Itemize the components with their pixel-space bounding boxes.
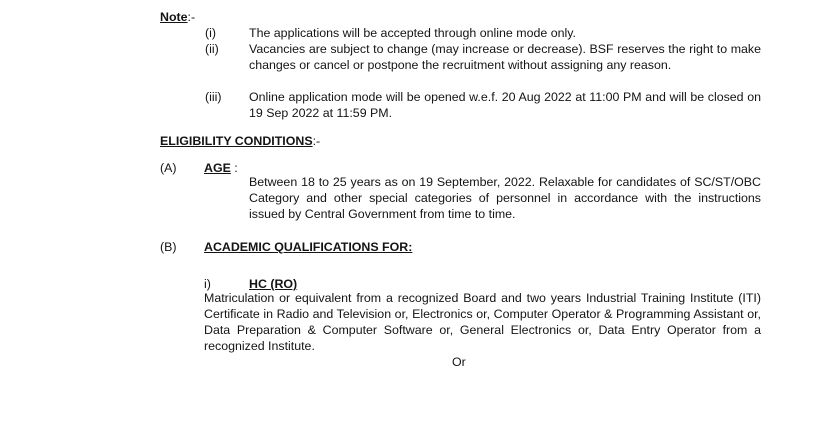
note-heading-line bbox=[160, 9, 195, 25]
hc-ro-marker: i) bbox=[204, 277, 211, 291]
age-heading-line bbox=[204, 160, 238, 176]
note-item-3-text: Online application mode will be opened w.e.f. 20 Aug 2022 at 11:00 PM and will be closed on 19 Sep 2022 at 11:59 PM. bbox=[249, 90, 761, 120]
hc-ro-text: Matriculation or equivalent from a recognized Board and two years Industrial Training Institute (ITI) Certificate in Radio and Television or, Electronics or, Computer Operator & Programming Assistant or, Data Preparation & Computer Software or, General Electronics or, Data Entry Operator from a recognized Institute. bbox=[204, 291, 761, 353]
age-text: Between 18 to 25 years as on 19 September, 2022. Relaxable for candidates of SC/ST/OBC Category and other special categories of personnel in accordance with the instructions issued by Central Government from time to time. bbox=[249, 175, 761, 221]
note-item-1-text: The applications will be accepted through online mode only. bbox=[249, 26, 576, 40]
eligibility-heading-suffix: :- bbox=[312, 134, 321, 148]
note-item-2-text: Vacancies are subject to change (may increase or decrease). BSF reserves the right to make changes or cancel or postpone the recruitment without assigning any reason. bbox=[249, 42, 761, 72]
age-heading: AGE bbox=[204, 161, 231, 175]
note-heading: Note bbox=[160, 10, 188, 24]
or-separator: Or bbox=[452, 355, 466, 369]
eligibility-heading-line bbox=[160, 133, 320, 149]
note-heading-suffix: :- bbox=[187, 10, 196, 24]
note-item-3-marker: (iii) bbox=[205, 90, 222, 104]
hc-ro-heading: HC (RO) bbox=[249, 277, 298, 291]
note-item-1-marker: (i) bbox=[205, 26, 217, 40]
academic-marker: (B) bbox=[160, 240, 177, 254]
age-heading-suffix: : bbox=[230, 161, 238, 175]
age-marker: (A) bbox=[160, 161, 177, 175]
eligibility-heading: ELIGIBILITY CONDITIONS bbox=[160, 134, 313, 148]
note-item-2-marker: (ii) bbox=[205, 42, 219, 56]
academic-heading: ACADEMIC QUALIFICATIONS FOR: bbox=[204, 240, 413, 254]
